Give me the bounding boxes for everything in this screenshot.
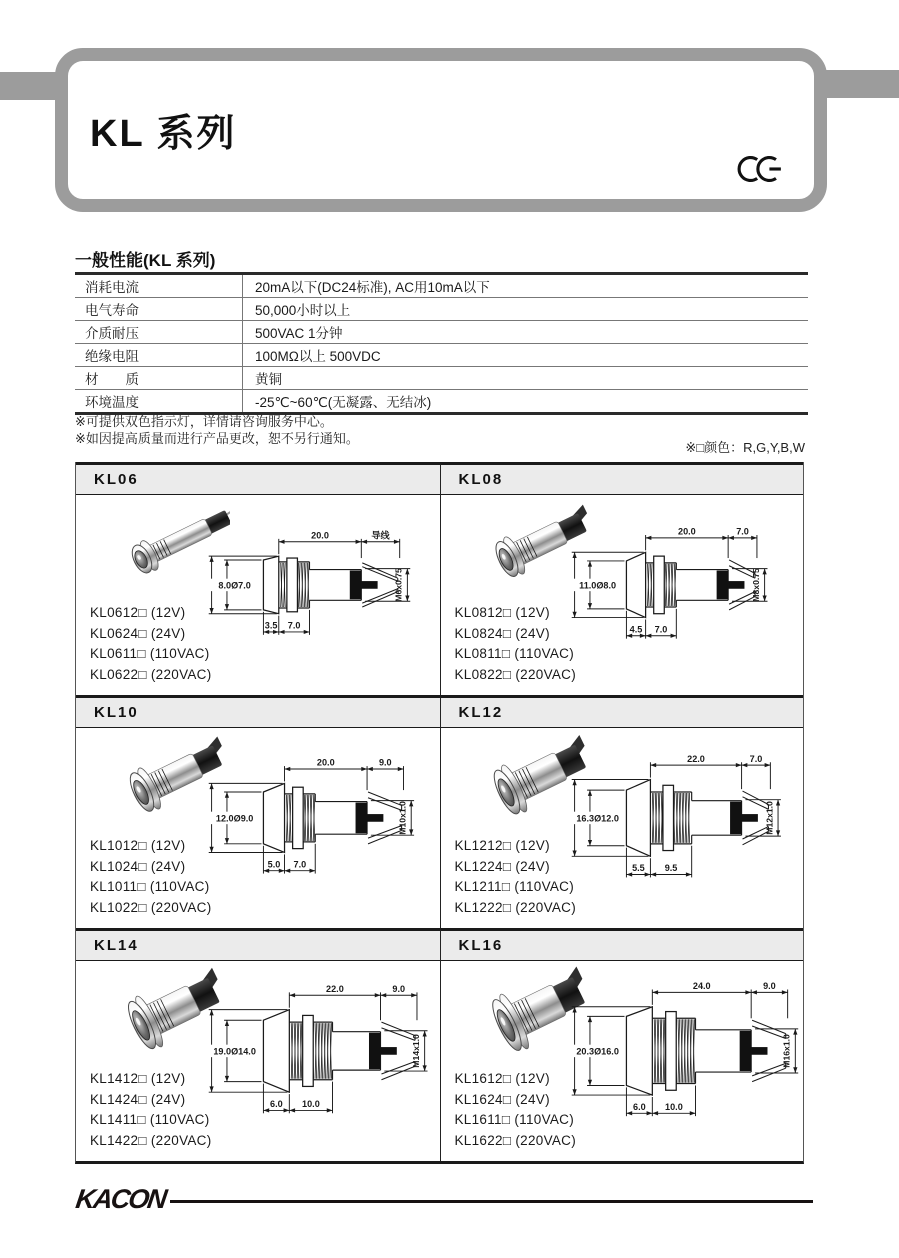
header-left-tab — [0, 72, 60, 100]
header-right-tab — [822, 70, 899, 98]
dimension-drawing — [565, 505, 803, 661]
dimension-drawing — [202, 505, 440, 661]
dimension-drawing — [565, 971, 803, 1127]
model-item: KL1424□ (24V) — [90, 1091, 186, 1107]
dim-label: 7.0 — [293, 859, 306, 870]
spec-row — [75, 321, 808, 344]
dimension-drawing — [202, 971, 440, 1127]
dim-label: 5.5 — [632, 863, 645, 874]
product-cell-kl16 — [440, 928, 804, 1161]
dim-label: 7.0 — [749, 753, 763, 764]
dim-label: 24.0 — [692, 981, 711, 992]
spec-value: 500VAC 1分钟 — [255, 326, 343, 341]
dim-label: 20.3Ø16.0 — [576, 1046, 619, 1057]
product-cell-kl12 — [440, 695, 804, 928]
product-id: KL12 — [458, 704, 504, 721]
dim-label: 6.0 — [269, 1099, 283, 1110]
product-id: KL06 — [94, 471, 139, 488]
model-item: KL1224□ (24V) — [454, 858, 550, 874]
model-item: KL0612□ (12V) — [90, 605, 186, 620]
product-grid — [75, 462, 804, 1164]
dim-label: 10.0 — [301, 1099, 320, 1110]
spec-value: 50,000小时以上 — [255, 303, 351, 318]
kacon-logo: KACON — [73, 1184, 168, 1214]
model-list — [455, 836, 577, 918]
dim-label: 6.0 — [633, 1101, 646, 1112]
model-item: KL0624□ (24V) — [90, 625, 186, 641]
dim-label: 3.5 — [264, 620, 277, 631]
dim-label: 22.0 — [687, 753, 705, 764]
dim-label: 9.0 — [391, 983, 405, 994]
footnotes — [75, 413, 359, 447]
product-id: KL16 — [458, 937, 504, 954]
product-row — [76, 695, 803, 928]
dim-label: 11.0Ø8.0 — [579, 580, 617, 591]
dim-label: 22.0 — [325, 983, 344, 994]
spec-value: 黄铜 — [255, 372, 282, 387]
product-header-band — [76, 698, 440, 728]
model-list — [455, 603, 577, 685]
footnote: ※可提供双色指示灯，详情请咨询服务中心。 — [75, 414, 333, 429]
dim-label: 12.0Ø9.0 — [215, 813, 253, 824]
model-item: KL1024□ (24V) — [90, 858, 186, 874]
dim-label: 10.0 — [665, 1101, 683, 1112]
dim-label: 5.0 — [267, 859, 280, 870]
product-id: KL08 — [458, 471, 504, 488]
product-header-band — [76, 465, 440, 495]
spec-label: 绝缘电阻 — [75, 344, 243, 366]
spec-label: 消耗电流 — [75, 275, 243, 297]
model-item: KL1611□ (110VAC) — [454, 1112, 575, 1127]
product-cell-kl06 — [76, 462, 440, 695]
dimension-drawing — [202, 738, 440, 894]
product-id: KL14 — [94, 937, 139, 954]
model-item: KL1412□ (12V) — [90, 1071, 186, 1086]
model-list — [90, 836, 212, 918]
spec-value: 100MΩ以上 500VDC — [255, 349, 381, 364]
model-item: KL1411□ (110VAC) — [90, 1112, 210, 1127]
product-header-band — [441, 698, 804, 728]
spec-value: 20mA以下(DC24标准), AC用10mA以下 — [255, 280, 490, 295]
spec-label: 环境温度 — [75, 390, 243, 412]
model-item: KL0812□ (12V) — [454, 605, 550, 620]
model-list — [455, 1069, 577, 1151]
model-item: KL0822□ (220VAC) — [454, 666, 577, 682]
dim-label: 19.0Ø14.0 — [212, 1046, 256, 1057]
spec-value: -25℃~60℃(无凝露、无结冰) — [255, 395, 432, 410]
dim-label: M12x1.0 — [764, 801, 775, 835]
product-id: KL10 — [94, 704, 139, 721]
spec-row — [75, 390, 808, 412]
dim-label: 20.0 — [316, 757, 335, 768]
dim-label: 7.0 — [654, 624, 668, 635]
product-row — [76, 928, 803, 1161]
color-code-note: ※□颜色：R,G,Y,B,W — [685, 440, 805, 455]
product-header-band — [441, 931, 804, 961]
section-heading: 一般性能(KL 系列) — [75, 251, 216, 270]
spec-row — [75, 367, 808, 390]
spec-row — [75, 275, 808, 298]
model-list — [90, 1069, 212, 1151]
model-item: KL0824□ (24V) — [454, 625, 550, 641]
product-header-band — [76, 931, 440, 961]
dim-label: 16.3Ø12.0 — [576, 813, 619, 824]
dim-label: 20.0 — [678, 526, 696, 537]
dimension-drawing — [565, 738, 803, 894]
model-item: KL1211□ (110VAC) — [454, 879, 575, 894]
spec-row — [75, 344, 808, 367]
model-item: KL1422□ (220VAC) — [90, 1132, 212, 1148]
model-item: KL1012□ (12V) — [90, 838, 186, 853]
model-item: KL1612□ (12V) — [454, 1071, 550, 1086]
dim-label: 8.0Ø7.0 — [217, 580, 251, 591]
spec-table — [75, 272, 808, 415]
dim-label: 9.5 — [664, 863, 678, 874]
dim-label: 20.0 — [310, 530, 329, 541]
model-list — [90, 603, 212, 685]
spec-label: 介质耐压 — [75, 321, 243, 343]
product-cell-kl08 — [440, 462, 804, 695]
dim-label: M6x0.75 — [393, 568, 404, 602]
dim-label: 7.0 — [287, 620, 300, 631]
dim-label: 9.0 — [763, 981, 776, 992]
model-item: KL1624□ (24V) — [454, 1091, 550, 1107]
dim-label: 9.0 — [378, 757, 392, 768]
dim-label: 导线 — [370, 530, 390, 541]
dim-label: M16x1.0 — [781, 1034, 792, 1068]
spec-label: 电气寿命 — [75, 298, 243, 320]
spec-label: 材 质 — [75, 367, 243, 389]
model-item: KL1212□ (12V) — [454, 838, 550, 853]
model-item: KL1222□ (220VAC) — [454, 899, 577, 915]
dim-label: M14x1.0 — [410, 1034, 421, 1068]
spec-row — [75, 298, 808, 321]
model-item: KL0622□ (220VAC) — [90, 666, 212, 682]
product-cell-kl14 — [76, 928, 440, 1161]
footnote: ※如因提高质量而进行产品更改，恕不另行通知。 — [75, 431, 359, 446]
page-title: KL 系列 — [90, 113, 237, 155]
model-item: KL1011□ (110VAC) — [90, 879, 210, 894]
model-item: KL1622□ (220VAC) — [454, 1132, 577, 1148]
dim-label: 4.5 — [629, 624, 643, 635]
product-header-band — [441, 465, 804, 495]
dim-label: M8x0.75 — [750, 568, 761, 602]
model-item: KL0811□ (110VAC) — [454, 646, 575, 661]
product-cell-kl10 — [76, 695, 440, 928]
dim-label: 7.0 — [736, 526, 749, 537]
footer-rule — [170, 1200, 813, 1203]
model-item: KL0611□ (110VAC) — [90, 646, 210, 661]
ce-mark-icon — [736, 152, 784, 186]
model-item: KL1022□ (220VAC) — [90, 899, 212, 915]
dim-label: M10x1.0 — [396, 801, 407, 835]
product-row — [76, 462, 803, 695]
